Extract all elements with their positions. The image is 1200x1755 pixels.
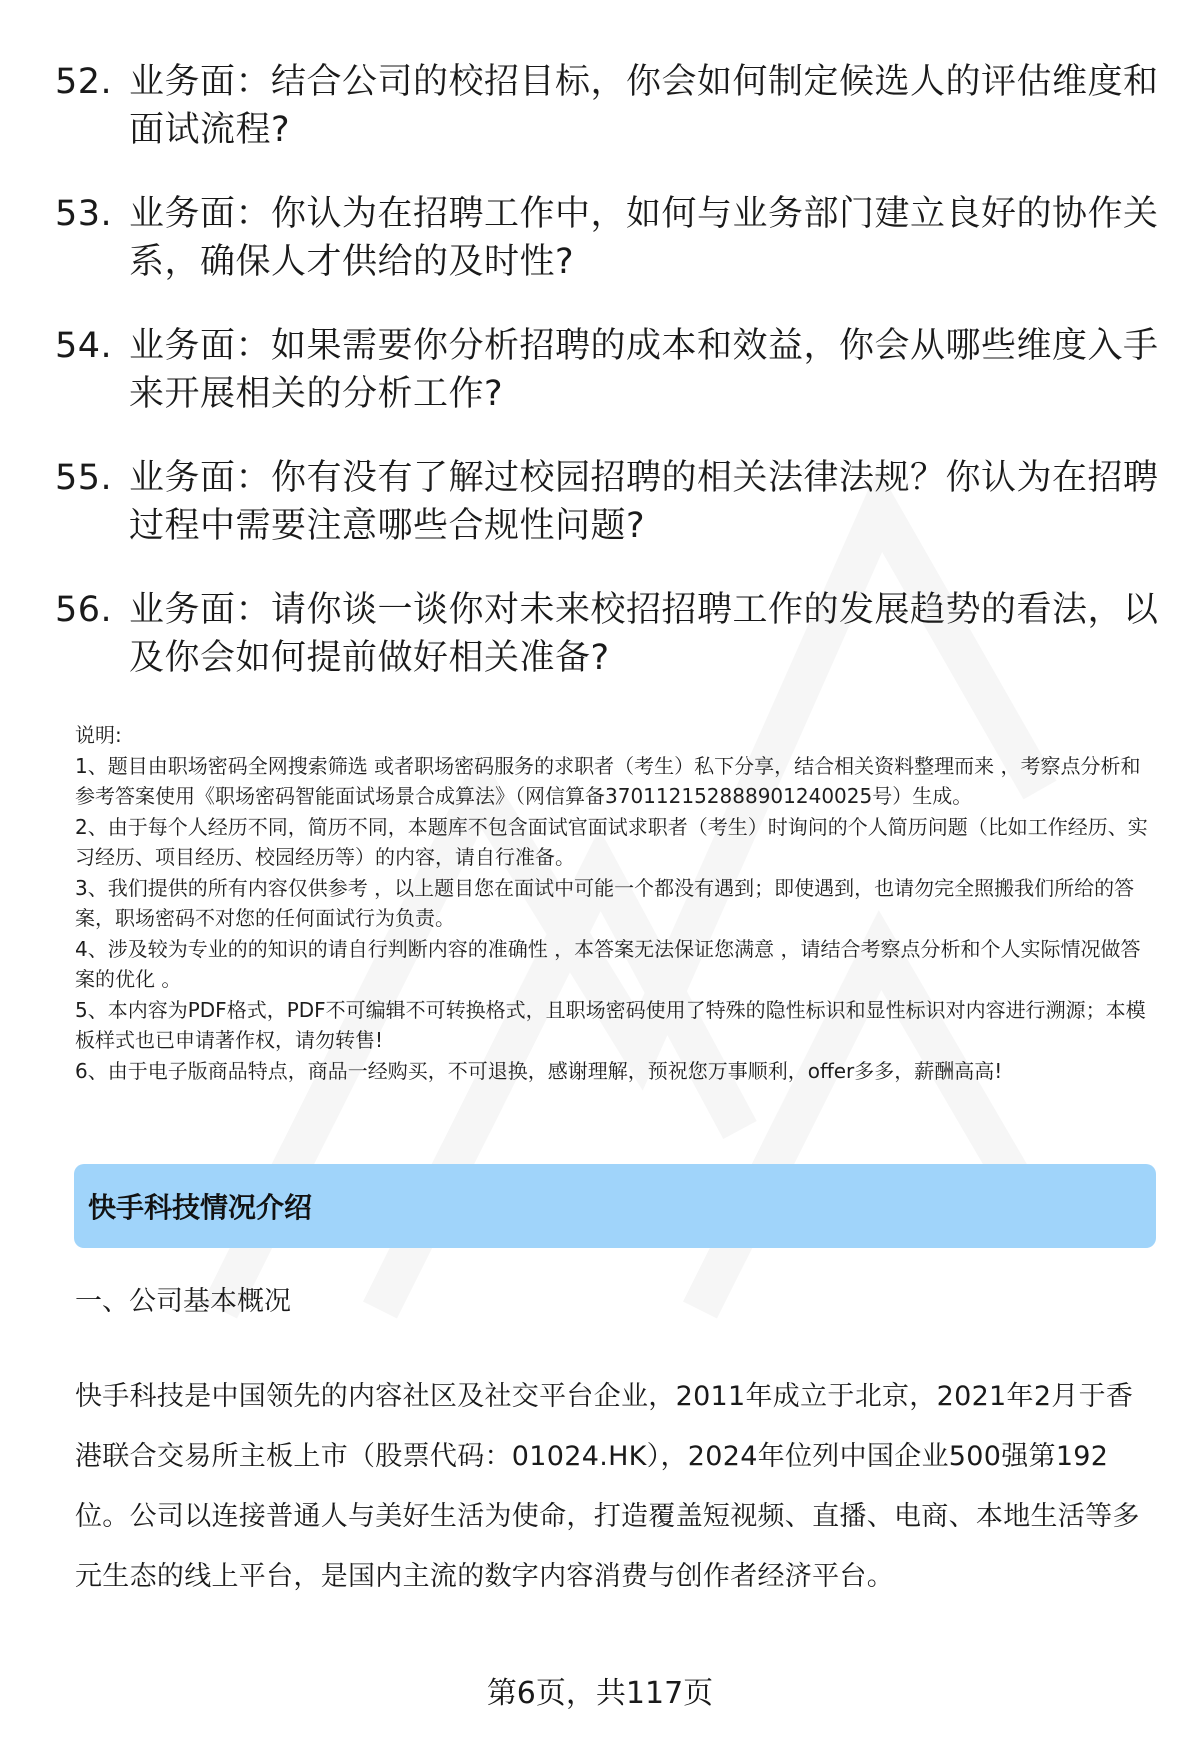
question-text: 业务面：结合公司的校招目标，你会如何制定候选人的评估维度和面试流程? <box>129 62 1159 150</box>
question-number: 56. <box>55 590 113 630</box>
note-item-1: 1、题目由职场密码全网搜索筛选 或者职场密码服务的求职者（考生）私下分享，结合相关资料整理而来 ，考察点分析和参考答案使用《职场密码智能面试场景合成算法》（网信算备370112152888901240025号）生成。 <box>75 753 1141 808</box>
question-number: 54. <box>55 326 113 366</box>
notes-title: 说明: <box>75 723 122 747</box>
question-list <box>55 58 1165 718</box>
disclaimer-notes <box>75 720 1160 1086</box>
company-intro-paragraph: 快手科技是中国领先的内容社区及社交平台企业，2011年成立于北京，2021年2月于香港联合交易所主板上市（股票代码：01024.HK），2024年位列中国企业500强第192位。公司以连接普通人与美好生活为使命，打造覆盖短视频、直播、电商、本地生活等多元生态的线上平台，是国内主流的数字内容消费与创作者经济平台。 <box>75 1381 1140 1592</box>
question-number: 55. <box>55 458 113 498</box>
note-item-2: 2、由于每个人经历不同，简历不同，本题库不包含面试官面试求职者（考生）时询问的个人简历问题（比如工作经历、实习经历、项目经历、校园经历等）的内容，请自行准备。 <box>75 814 1148 869</box>
note-item-6: 6、由于电子版商品特点，商品一经购买，不可退换，感谢理解，预祝您万事顺利，offer多多，薪酬高高! <box>75 1058 1003 1083</box>
question-number: 52. <box>55 62 113 102</box>
note-item-3: 3、我们提供的所有内容仅供参考 ，以上题目您在面试中可能一个都没有遇到；即使遇到，也请勿完全照搬我们所给的答案，职场密码不对您的任何面试行为负责。 <box>75 875 1135 930</box>
question-text: 业务面：你认为在招聘工作中，如何与业务部门建立良好的协作关系，确保人才供给的及时性? <box>129 194 1159 282</box>
question-text: 业务面：你有没有了解过校园招聘的相关法律法规？你认为在招聘过程中需要注意哪些合规性问题? <box>129 458 1159 546</box>
question-item-52 <box>55 58 1165 154</box>
company-overview-heading: 一、公司基本概况 <box>75 1286 291 1317</box>
question-text: 业务面：如果需要你分析招聘的成本和效益，你会从哪些维度入手来开展相关的分析工作? <box>129 326 1159 414</box>
section-header-band <box>74 1164 1156 1248</box>
question-text: 业务面：请你谈一谈你对未来校招招聘工作的发展趋势的看法，以及你会如何提前做好相关准备? <box>129 590 1159 678</box>
section-title: 快手科技情况介绍 <box>88 1191 313 1224</box>
note-item-5: 5、本内容为PDF格式，PDF不可编辑不可转换格式，且职场密码使用了特殊的隐性标识和显性标识对内容进行溯源；本模板样式也已申请著作权，请勿转售! <box>75 997 1146 1052</box>
page-number-footer: 第6页，共117页 <box>486 1676 714 1711</box>
question-number: 53. <box>55 194 113 234</box>
question-item-56 <box>55 586 1165 682</box>
question-item-55 <box>55 454 1165 550</box>
question-item-53 <box>55 190 1165 286</box>
note-item-4: 4、涉及较为专业的的知识的请自行判断内容的准确性 ，本答案无法保证您满意 ，请结合考察点分析和个人实际情况做答案的优化 。 <box>75 936 1141 991</box>
question-item-54 <box>55 322 1165 418</box>
